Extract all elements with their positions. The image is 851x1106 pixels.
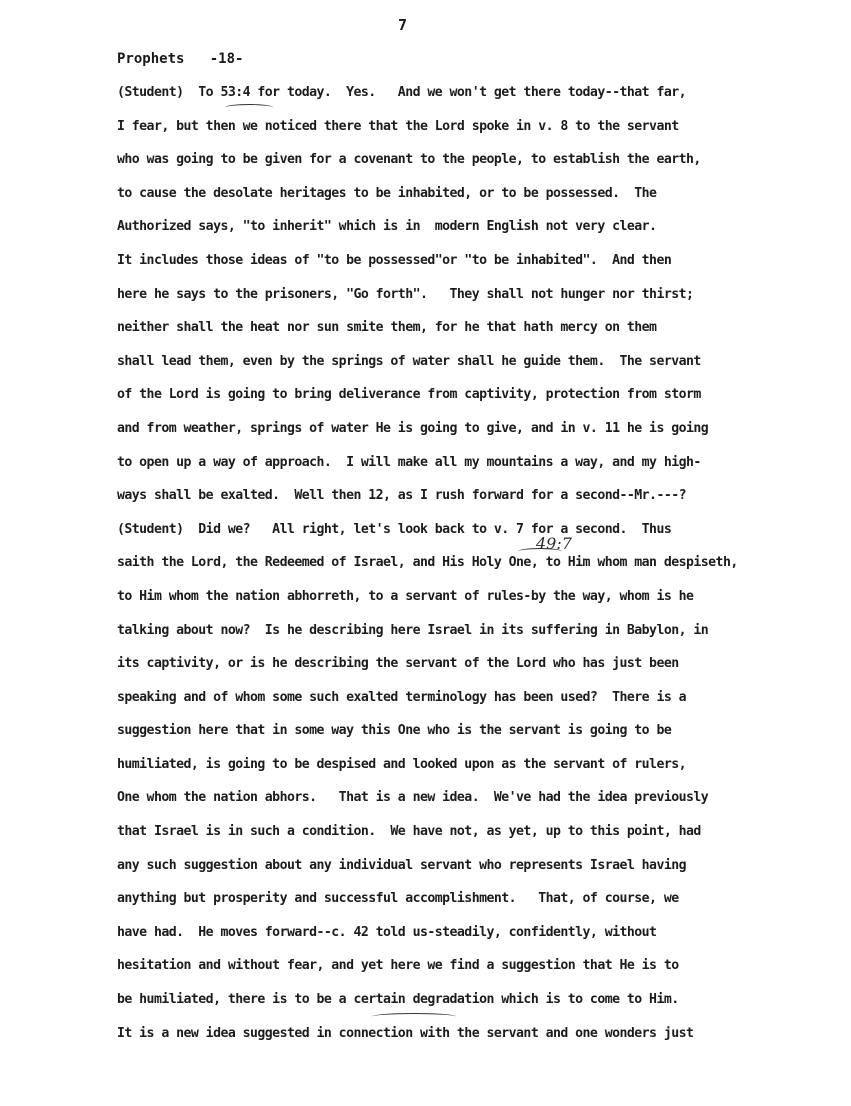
text-line: saith the Lord, the Redeemed of Israel, and His Holy One, to Him whom man despiseth,	[117, 555, 738, 571]
pen-underline-mark	[225, 104, 273, 111]
text-line: (Student) Did we? All right, let's look back to v. 7 for a second. Thus	[117, 521, 672, 537]
text-line: speaking and of whom some such exalted terminology has been used? There is a	[117, 689, 686, 705]
text-line: neither shall the heat nor sun smite them, for he that hath mercy on them	[117, 320, 657, 336]
text-line: It is a new idea suggested in connection with the servant and one wonders just	[117, 1025, 694, 1041]
text-line: hesitation and without fear, and yet here we find a suggestion that He is to	[117, 958, 679, 974]
text-line: It includes those ideas of "to be possessed"or "to be inhabited". And then	[117, 252, 672, 268]
text-line: I fear, but then we noticed there that the Lord spoke in v. 8 to the servant	[117, 118, 679, 134]
text-line: its captivity, or is he describing the servant of the Lord who has just been	[117, 656, 679, 672]
text-line: Authorized says, "to inherit" which is in modern English not very clear.	[117, 219, 657, 235]
text-line: One whom the nation abhors. That is a new idea. We've had the idea previously	[117, 790, 709, 806]
page-number: 7	[398, 16, 408, 34]
text-line: that Israel is in such a condition. We have not, as yet, up to this point, had	[117, 824, 701, 840]
text-line: anything but prosperity and successful accomplishment. That, of course, we	[117, 891, 679, 907]
handwritten-verse-annotation: 49:7	[536, 534, 572, 553]
pen-underline-mark	[372, 1013, 456, 1020]
text-line: to open up a way of approach. I will make all my mountains a way, and my high-	[117, 454, 701, 470]
text-line: to cause the desolate heritages to be inhabited, or to be possessed. The	[117, 185, 657, 201]
text-line: to Him whom the nation abhorreth, to a servant of rules-by the way, whom is he	[117, 588, 694, 604]
text-line: (Student) To 53:4 for today. Yes. And we won't get there today--that far,	[117, 85, 686, 100]
pen-underline-mark	[518, 548, 562, 555]
text-line: who was going to be given for a covenant to the people, to establish the earth,	[117, 152, 701, 168]
text-line: humiliated, is going to be despised and looked upon as the servant of rulers,	[117, 756, 686, 772]
text-line: suggestion here that in some way this One who is the servant is going to be	[117, 723, 672, 739]
text-line: talking about now? Is he describing here Israel in its suffering in Babylon, in	[117, 622, 709, 638]
text-line: ways shall be exalted. Well then 12, as I rush forward for a second--Mr.---?	[117, 488, 686, 504]
text-line: and from weather, springs of water He is going to give, and in v. 11 he is going	[117, 420, 709, 436]
section-header: Prophets -18-	[117, 51, 244, 67]
text-line: here he says to the prisoners, "Go forth". They shall not hunger nor thirst;	[117, 286, 694, 302]
text-line: have had. He moves forward--c. 42 told us-steadily, confidently, without	[117, 924, 657, 940]
text-line: shall lead them, even by the springs of water shall he guide them. The servant	[117, 353, 701, 369]
text-line: be humiliated, there is to be a certain degradation which is to come to Him.	[117, 992, 679, 1008]
body-text	[117, 84, 827, 1058]
text-line: of the Lord is going to bring deliverance from captivity, protection from storm	[117, 387, 701, 403]
text-line: any such suggestion about any individual servant who represents Israel having	[117, 857, 686, 873]
